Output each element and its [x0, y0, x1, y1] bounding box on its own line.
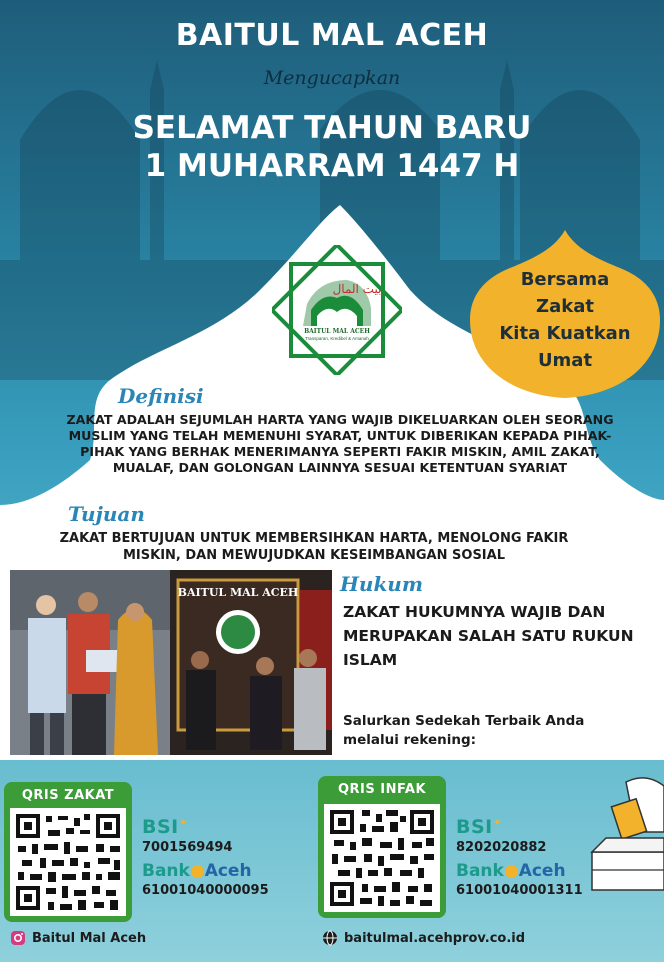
- qr-code-icon: [324, 804, 440, 912]
- infak-bank-accounts: [456, 816, 583, 898]
- new-year-line-2: 1 MUHARRAM 1447 H: [144, 148, 520, 184]
- badge-line-1: Bersama: [520, 269, 610, 290]
- zakat-bank-aceh-account: 61001040000095: [142, 883, 269, 898]
- donation-box-illustration: [586, 772, 664, 902]
- star-icon: ✦: [178, 816, 189, 829]
- badge-line-3: Kita Kuatkan: [499, 323, 631, 344]
- bank-aceh-logo-infak-prefix: Bank: [456, 861, 504, 881]
- website-link[interactable]: [322, 930, 525, 946]
- logo-name: BAITUL MAL ACEH: [304, 328, 370, 335]
- globe-icon: [322, 930, 338, 946]
- activity-photo: [10, 570, 332, 755]
- hukum-heading: Hukum: [340, 572, 423, 596]
- infak-bank-aceh-account: 61001040001311: [456, 883, 583, 898]
- bank-aceh-logo-zakat-suffix: Aceh: [204, 861, 252, 881]
- drop-icon: ●: [189, 861, 205, 881]
- bsi-logo-zakat: BSI: [142, 816, 179, 838]
- instagram-link[interactable]: [10, 930, 146, 946]
- eight-point-star-icon: [272, 245, 402, 375]
- donation-line-2: melalui rekening:: [343, 732, 477, 748]
- photo-sign: BAITUL MAL ACEH: [177, 586, 299, 599]
- qr-code-icon: [10, 808, 126, 916]
- donation-instruction: [343, 712, 643, 750]
- badge-line-2: Zakat: [536, 296, 594, 317]
- new-year-line-1: SELAMAT TAHUN BARU: [132, 110, 532, 146]
- qris-zakat-card[interactable]: [4, 782, 132, 922]
- definisi-heading: Definisi: [118, 384, 204, 408]
- greeting-script: Mengucapkan: [263, 67, 401, 89]
- tujuan-heading: Tujuan: [68, 502, 145, 526]
- hukum-text: ZAKAT HUKUMNYA WAJIB DAN MERUPAKAN SALAH SATU RUKUN ISLAM: [343, 603, 634, 669]
- slogan-badge: [470, 230, 660, 400]
- bsi-logo-infak: BSI: [456, 816, 493, 838]
- qris-infak-card[interactable]: [318, 776, 446, 918]
- qris-zakat-code[interactable]: [10, 808, 126, 916]
- bank-aceh-logo-infak-suffix: Aceh: [518, 861, 566, 881]
- arabic-calligraphy: بيت المال: [332, 282, 382, 296]
- photo-illustration: [10, 570, 332, 755]
- qris-infak-code[interactable]: [324, 804, 440, 912]
- star-icon: ✦: [492, 816, 503, 829]
- donation-line-1: Salurkan Sedekah Terbaik Anda: [343, 713, 585, 729]
- drop-icon: ●: [503, 861, 519, 881]
- infak-bsi-account: 8202020882: [456, 840, 547, 855]
- zakat-bank-accounts: [142, 816, 269, 898]
- website-url: baitulmal.acehprov.co.id: [344, 930, 526, 946]
- zakat-bsi-account: 7001569494: [142, 840, 233, 855]
- qris-infak-label: QRIS INFAK: [337, 782, 427, 797]
- tujuan-text: ZAKAT BERTUJUAN UNTUK MEMBERSIHKAN HARTA, MENOLONG FAKIR MISKIN, DAN MEWUJUDKAN KESEIMBANGAN SOSIAL: [59, 531, 569, 563]
- logo-tagline: Transparan, Kredibel & Amanah: [305, 336, 369, 341]
- qris-zakat-label: QRIS ZAKAT: [21, 788, 115, 803]
- org-title: BAITUL MAL ACEH: [175, 18, 489, 53]
- instagram-icon: [10, 930, 26, 946]
- definisi-text: ZAKAT ADALAH SEJUMLAH HARTA YANG WAJIB DIKELUARKAN OLEH SEORANG MUSLIM YANG TELAH MEMENUHI SYARAT, UNTUK DIBERIKAN KEPADA PIHAK-PIHAK YANG BERHAK MENERIMANYA SEPERTI FAKIR MISKIN, AMIL ZAKAT, MUALAF, DAN GOLONGAN LAINNYA SESUAI KETENTUAN SYARIAT: [66, 412, 614, 475]
- instagram-handle: Baitul Mal Aceh: [32, 930, 147, 946]
- baitul-mal-logo: [272, 245, 402, 375]
- bank-aceh-logo-zakat-prefix: Bank: [142, 861, 190, 881]
- badge-line-4: Umat: [537, 350, 593, 371]
